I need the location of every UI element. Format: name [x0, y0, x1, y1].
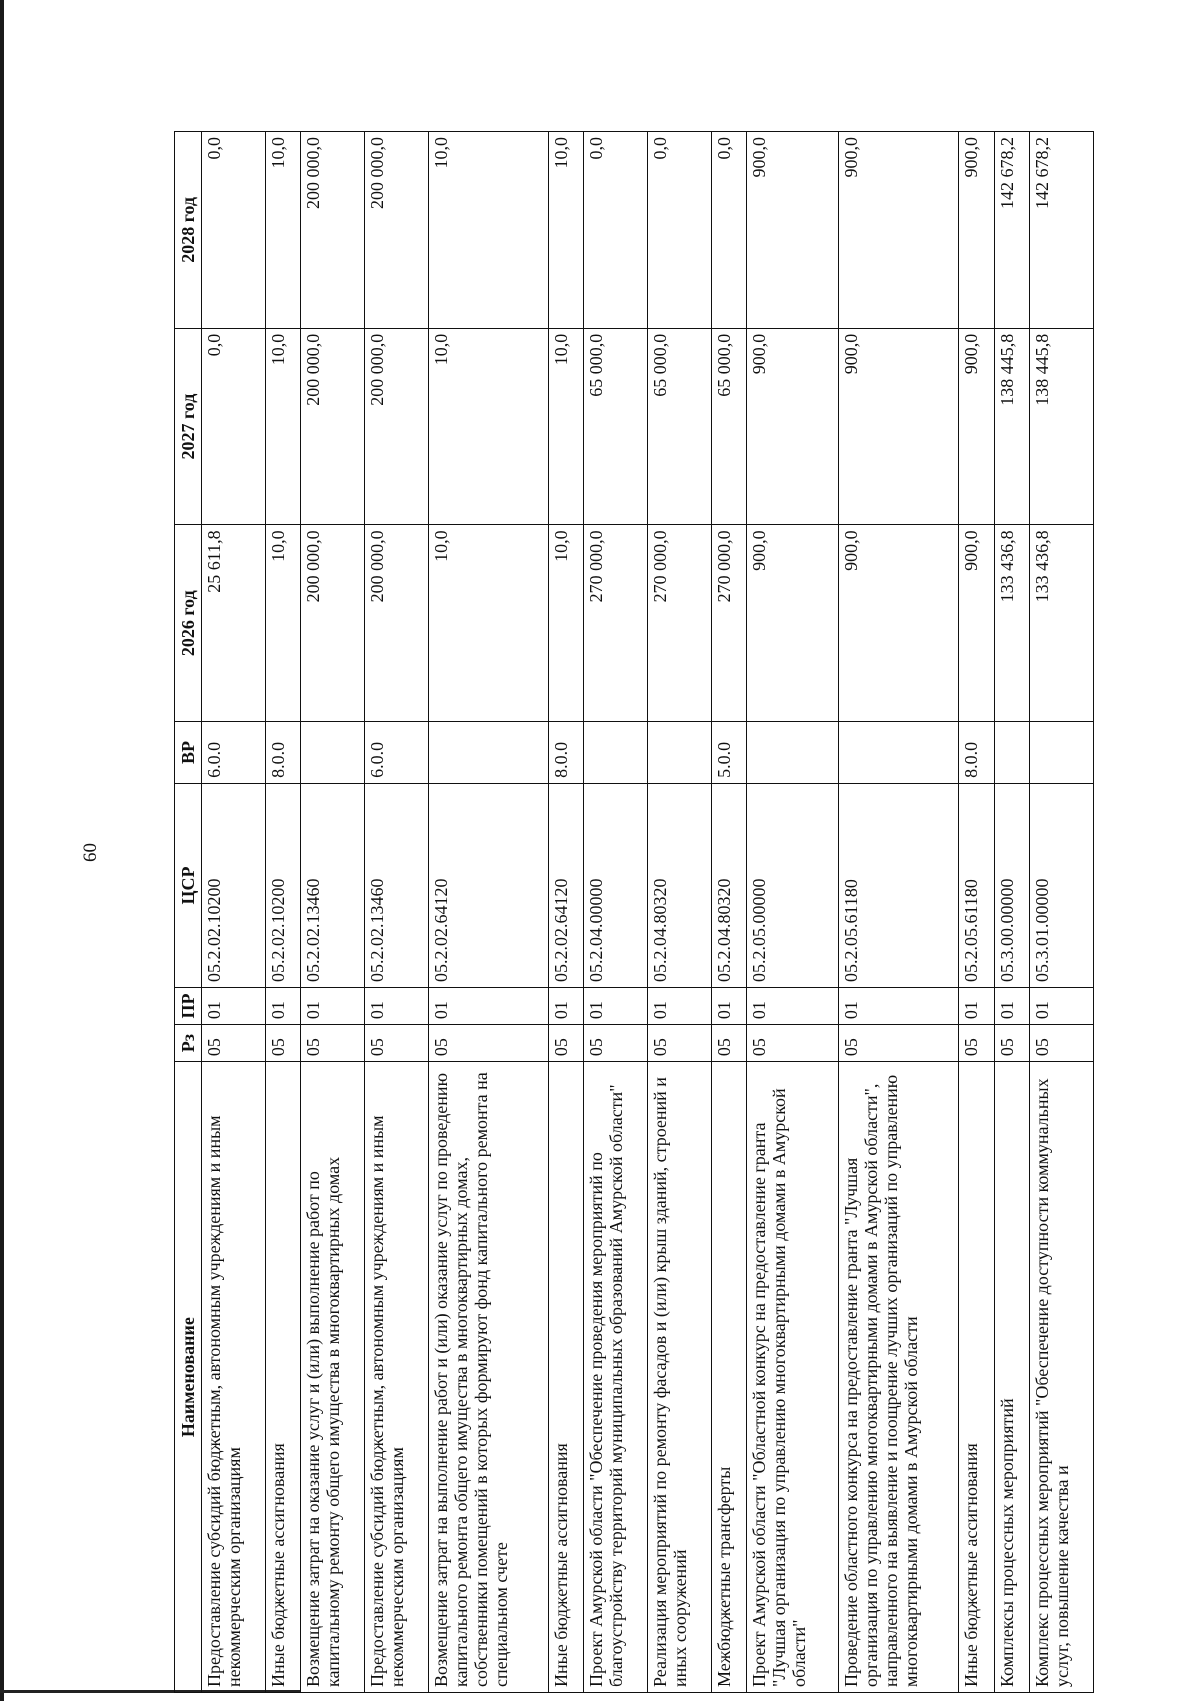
cell-2027: 900,0 [839, 328, 959, 525]
cell-name: Иные бюджетные ассигнования [265, 1062, 300, 1693]
cell-vr: 5.0.0 [711, 722, 746, 784]
cell-2027: 65 000,0 [584, 328, 648, 525]
cell-2028: 200 000,0 [301, 132, 365, 329]
table-row [428, 132, 548, 1693]
cell-2026: 10,0 [548, 525, 583, 722]
table-row [265, 132, 300, 1693]
cell-rz: 05 [959, 1025, 994, 1062]
header-2026: 2026 год [175, 525, 202, 722]
cell-rz: 05 [839, 1025, 959, 1062]
cell-2026: 200 000,0 [301, 525, 365, 722]
header-2027: 2027 год [175, 328, 202, 525]
header-pr: ПР [175, 987, 202, 1024]
cell-2026: 270 000,0 [711, 525, 746, 722]
cell-csr: 05.3.01.00000 [1030, 783, 1094, 987]
cell-2026: 10,0 [428, 525, 548, 722]
cell-rz: 05 [265, 1025, 300, 1062]
cell-2028: 10,0 [265, 132, 300, 329]
cell-2027: 10,0 [265, 328, 300, 525]
cell-csr: 05.2.05.61180 [959, 783, 994, 987]
cell-2026: 10,0 [265, 525, 300, 722]
cell-2026: 25 611,8 [202, 525, 266, 722]
table-row [202, 132, 266, 1693]
scan-edge [0, 0, 4, 1701]
cell-name: Комплексы процессных мероприятий [994, 1062, 1029, 1693]
cell-vr: 8.0.0 [959, 722, 994, 784]
cell-vr: 8.0.0 [265, 722, 300, 784]
table-row [747, 132, 839, 1693]
cell-2027: 10,0 [548, 328, 583, 525]
cell-rz: 05 [647, 1025, 711, 1062]
cell-2028: 142 678,2 [994, 132, 1029, 329]
cell-2027: 200 000,0 [301, 328, 365, 525]
cell-vr: 6.0.0 [202, 722, 266, 784]
cell-2026: 900,0 [839, 525, 959, 722]
cell-2028: 0,0 [711, 132, 746, 329]
cell-name: Возмещение затрат на выполнение работ и (или) оказание услуг по проведению капитального ремонта общего имущества в многоквартирных домах, собственники помещений в которых формируют фонд капитального ремонта на специальном счете [428, 1062, 548, 1693]
cell-vr [994, 722, 1029, 784]
cell-csr: 05.2.02.13460 [364, 783, 428, 987]
cell-vr [747, 722, 839, 784]
cell-vr [647, 722, 711, 784]
cell-2028: 10,0 [548, 132, 583, 329]
cell-2028: 200 000,0 [364, 132, 428, 329]
cell-2027: 900,0 [959, 328, 994, 525]
cell-rz: 05 [584, 1025, 648, 1062]
cell-rz: 05 [428, 1025, 548, 1062]
cell-2027: 138 445,8 [994, 328, 1029, 525]
cell-name: Предоставление субсидий бюджетным, автономным учреждениям и иным некоммерческим организациям [364, 1062, 428, 1693]
cell-vr [839, 722, 959, 784]
rotated-table-container [174, 131, 1094, 1693]
cell-2028: 900,0 [747, 132, 839, 329]
cell-rz: 05 [202, 1025, 266, 1062]
cell-2027: 10,0 [428, 328, 548, 525]
cell-csr: 05.2.04.80320 [711, 783, 746, 987]
table-row [301, 132, 365, 1693]
table-row [994, 132, 1029, 1693]
cell-pr: 01 [647, 987, 711, 1024]
cell-csr: 05.2.05.00000 [747, 783, 839, 987]
header-vr: ВР [175, 722, 202, 784]
header-2028: 2028 год [175, 132, 202, 329]
table-row [647, 132, 711, 1693]
cell-name: Иные бюджетные ассигнования [548, 1062, 583, 1693]
cell-pr: 01 [1030, 987, 1094, 1024]
cell-csr: 05.3.00.00000 [994, 783, 1029, 987]
cell-rz: 05 [364, 1025, 428, 1062]
cell-name: Межбюджетные трансферты [711, 1062, 746, 1693]
table-row [364, 132, 428, 1693]
header-name: Наименование [175, 1062, 202, 1693]
cell-csr: 05.2.02.13460 [301, 783, 365, 987]
cell-name: Иные бюджетные ассигнования [959, 1062, 994, 1693]
cell-rz: 05 [711, 1025, 746, 1062]
cell-vr [584, 722, 648, 784]
table-row [959, 132, 994, 1693]
cell-csr: 05.2.02.64120 [428, 783, 548, 987]
cell-pr: 01 [959, 987, 994, 1024]
cell-name: Проект Амурской области "Областной конкурс на предоставление гранта "Лучшая организация по управлению многоквартирными домами в Амурской области" [747, 1062, 839, 1693]
cell-2027: 200 000,0 [364, 328, 428, 525]
page-number: 60 [80, 843, 101, 862]
cell-vr [301, 722, 365, 784]
table-row [1030, 132, 1094, 1693]
cell-2026: 900,0 [747, 525, 839, 722]
cell-vr [428, 722, 548, 784]
cell-rz: 05 [1030, 1025, 1094, 1062]
cell-2026: 900,0 [959, 525, 994, 722]
cell-name: Комплекс процессных мероприятий "Обеспечение доступности коммунальных услуг, повышение качества и [1030, 1062, 1094, 1693]
cell-2026: 270 000,0 [647, 525, 711, 722]
cell-pr: 01 [202, 987, 266, 1024]
cell-csr: 05.2.05.61180 [839, 783, 959, 987]
cell-2028: 142 678,2 [1030, 132, 1094, 329]
cell-pr: 01 [265, 987, 300, 1024]
cell-2028: 900,0 [839, 132, 959, 329]
cell-2028: 0,0 [202, 132, 266, 329]
cell-name: Предоставление субсидий бюджетным, автономным учреждениям и иным некоммерческим организациям [202, 1062, 266, 1693]
cell-2026: 133 436,8 [1030, 525, 1094, 722]
table-row [839, 132, 959, 1693]
cell-2028: 900,0 [959, 132, 994, 329]
cell-name: Возмещение затрат на оказание услуг и (или) выполнение работ по капитальному ремонту общего имущества в многоквартирных домах [301, 1062, 365, 1693]
table-header-row [175, 132, 202, 1693]
header-csr: ЦСР [175, 783, 202, 987]
cell-2027: 0,0 [202, 328, 266, 525]
cell-2027: 65 000,0 [711, 328, 746, 525]
cell-vr: 8.0.0 [548, 722, 583, 784]
cell-csr: 05.2.02.64120 [548, 783, 583, 987]
cell-rz: 05 [548, 1025, 583, 1062]
cell-vr [1030, 722, 1094, 784]
cell-pr: 01 [994, 987, 1029, 1024]
cell-rz: 05 [301, 1025, 365, 1062]
table-row [584, 132, 648, 1693]
cell-rz: 05 [994, 1025, 1029, 1062]
table-row [548, 132, 583, 1693]
cell-name: Проведение областного конкурса на предоставление гранта "Лучшая организация по управлению многоквартирными домами в Амурской области", направленного на выявление и поощрение лучших организаций по управлению многоквартирными домами в Амурской области [839, 1062, 959, 1693]
cell-csr: 05.2.04.00000 [584, 783, 648, 987]
cell-2026: 133 436,8 [994, 525, 1029, 722]
cell-vr: 6.0.0 [364, 722, 428, 784]
table-row [711, 132, 746, 1693]
cell-2026: 270 000,0 [584, 525, 648, 722]
cell-pr: 01 [747, 987, 839, 1024]
cell-pr: 01 [711, 987, 746, 1024]
cell-rz: 05 [747, 1025, 839, 1062]
cell-2027: 900,0 [747, 328, 839, 525]
cell-pr: 01 [548, 987, 583, 1024]
cell-csr: 05.2.02.10200 [265, 783, 300, 987]
cell-name: Проект Амурской области "Обеспечение проведения мероприятий по благоустройству территорий муниципальных образований Амурской области" [584, 1062, 648, 1693]
cell-pr: 01 [364, 987, 428, 1024]
cell-csr: 05.2.04.80320 [647, 783, 711, 987]
cell-2027: 65 000,0 [647, 328, 711, 525]
cell-2028: 0,0 [584, 132, 648, 329]
cell-2028: 0,0 [647, 132, 711, 329]
cell-pr: 01 [839, 987, 959, 1024]
cell-2028: 10,0 [428, 132, 548, 329]
cell-csr: 05.2.02.10200 [202, 783, 266, 987]
header-rz: Рз [175, 1025, 202, 1062]
cell-pr: 01 [428, 987, 548, 1024]
cell-name: Реализация мероприятий по ремонту фасадов и (или) крыш зданий, строений и иных сооружений [647, 1062, 711, 1693]
cell-pr: 01 [584, 987, 648, 1024]
cell-2027: 138 445,8 [1030, 328, 1094, 525]
cell-pr: 01 [301, 987, 365, 1024]
cell-2026: 200 000,0 [364, 525, 428, 722]
budget-table [174, 131, 1094, 1693]
